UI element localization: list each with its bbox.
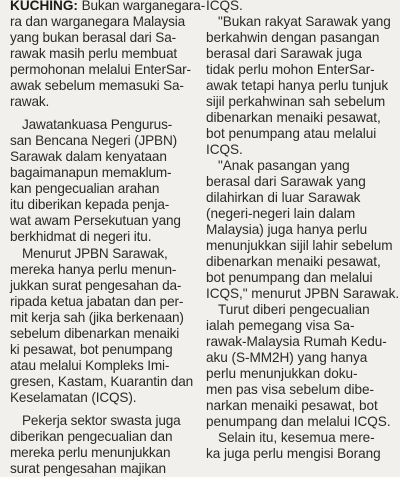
article-line: Jawatankuasa Pengurus- xyxy=(22,117,173,132)
dateline: KUCHING: xyxy=(10,0,78,13)
article-line: ICQS," menurut JPBN Sarawak. xyxy=(206,286,400,301)
article-line: dilahirkan di luar Sarawak xyxy=(206,190,361,205)
article-line: ICQS. xyxy=(206,0,243,13)
article-line: diberikan pengecualian dan xyxy=(10,429,173,444)
article-line: Pekerja sektor swasta juga xyxy=(22,413,181,428)
article-line-text: Bukan warganegara- xyxy=(77,0,206,13)
article-line: san Bencana Negeri (JPBN) xyxy=(10,133,178,148)
article-line: bagaimanapun memaklum- xyxy=(10,165,172,180)
article-line: narkan menaiki pesawat, bot xyxy=(206,398,378,413)
article-line: mereka perlu menunjukkan xyxy=(10,445,171,460)
article-line: berkhidmat di negeri itu. xyxy=(10,229,152,244)
article-line: bot penumpang dan melalui xyxy=(206,270,373,285)
article-line: menunjukkan sijil lahir sebelum xyxy=(206,238,393,253)
article-line: ra dan warganegara Malaysia xyxy=(10,14,186,29)
article-line: (negeri-negeri lain dalam xyxy=(206,206,356,221)
article-line: berasal dari Sarawak yang xyxy=(206,174,366,189)
article-line: jukkan surat pengesahan da- xyxy=(10,278,182,293)
article-line: men pas visa sebelum dibe- xyxy=(206,382,374,397)
article-line: "Anak pasangan yang xyxy=(218,158,350,173)
article-line: surat pengesahan majikan xyxy=(10,461,166,476)
article-line: itu diberikan kepada penja- xyxy=(10,197,170,212)
article-line: tidak perlu mohon EnterSar- xyxy=(206,62,375,77)
article-line: Turut diberi pengecualian xyxy=(218,302,370,317)
article-line: berkahwin dengan pasangan xyxy=(206,30,380,45)
article-line: berasal dari Sarawak juga xyxy=(206,46,362,61)
article-line: mit kerja sah (jika berkenaan) xyxy=(10,310,184,325)
article-line: Keselamatan (ICQS). xyxy=(10,390,137,405)
article-line: Menurut JPBN Sarawak, xyxy=(22,246,168,261)
article-line: wat awam Persekutuan yang xyxy=(10,213,181,228)
article-line: rawak masih perlu membuat xyxy=(10,46,177,61)
article-line: ialah pemegang visa Sa- xyxy=(206,318,355,333)
article-line: Sarawak dalam kenyataan xyxy=(10,149,167,164)
article-line: yang bukan berasal dari Sa- xyxy=(10,30,176,45)
article-line: Malaysia) juga hanya perlu xyxy=(206,222,368,237)
article-line: sebelum dibenarkan menaiki xyxy=(10,326,180,341)
article-line: ki pesawat, bot penumpang xyxy=(10,342,173,357)
article-line: atau melalui Kompleks Imi- xyxy=(10,358,170,373)
article-line: mereka hanya perlu menun- xyxy=(10,262,177,277)
article-line: permohonan melalui EnterSar- xyxy=(10,62,191,77)
article-line: "Bukan rakyat Sarawak yang xyxy=(218,14,391,29)
article-line: awak sebelum memasuki Sa- xyxy=(10,78,184,93)
article-line: ripada ketua jabatan dan per- xyxy=(10,294,184,309)
article-line: dibenarkan menaiki pesawat, xyxy=(206,110,381,125)
article-line: rawak. xyxy=(10,94,50,109)
article-line: sijil perkahwinan sah sebelum xyxy=(206,94,386,109)
article-line: ICQS. xyxy=(206,142,243,157)
article-line: Selain itu, kesemua mere- xyxy=(218,430,375,445)
article-line: awak tetapi hanya perlu tunjuk xyxy=(206,78,389,93)
article-line: kan pengecualian arahan xyxy=(10,181,160,196)
article-line: dibenarkan menaiki pesawat, xyxy=(206,254,381,269)
article-line: rawak-Malaysia Rumah Kedu- xyxy=(206,334,387,349)
article-line: perlu menunjukkan doku- xyxy=(206,366,358,381)
article-line: gresen, Kastam, Kuarantin dan xyxy=(10,374,194,389)
article-line: aku (S-MM2H) yang hanya xyxy=(206,350,368,365)
article-line: penumpang dan melalui ICQS. xyxy=(206,414,391,429)
article-line xyxy=(10,0,205,14)
article-line: bot penumpang atau melalui xyxy=(206,126,377,141)
article-line: ka juga perlu mengisi Borang xyxy=(206,446,381,461)
